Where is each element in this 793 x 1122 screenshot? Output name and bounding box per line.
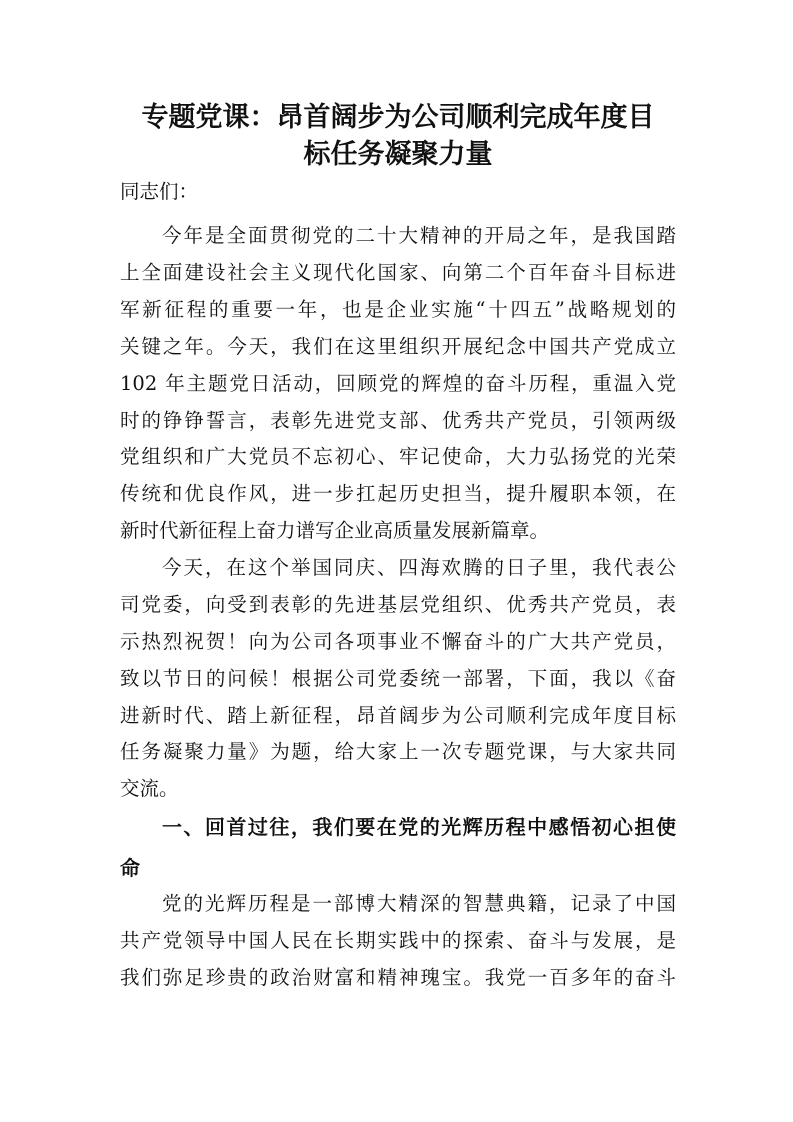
title-line: 标任务凝聚力量 [303, 139, 493, 170]
paragraph-line: 今天，在这个举国同庆、四海欢腾的日子里，我代表公 [162, 556, 676, 579]
paragraph-line: 任务凝聚力量》为题，给大家上一次专题党课，与大家共同 [120, 740, 676, 763]
section-heading-line: 一、回首过往，我们要在党的光辉历程中感悟初心担使 [162, 815, 676, 839]
salutation: 同志们： [120, 180, 199, 203]
paragraph-line: 今年是全面贯彻党的二十大精神的开局之年，是我国踏 [162, 224, 676, 247]
document-title [110, 99, 686, 173]
paragraph-line: 新时代新征程上奋力谱写企业高质量发展新篇章。 [120, 519, 550, 542]
paragraph-line: 军新征程的重要一年，也是企业实施“十四五”战略规划的 [120, 298, 676, 321]
paragraph-line: 示热烈祝贺！向为公司各项事业不懈奋斗的广大共产党员， [120, 630, 676, 653]
paragraph-line: 党组织和广大党员不忘初心、牢记使命，大力弘扬党的光荣 [120, 445, 676, 468]
section-heading-line: 命 [120, 856, 140, 880]
paragraph-line: 致以节日的问候！根据公司党委统一部署，下面，我以《奋 [120, 667, 676, 690]
paragraph-line: 司党委，向受到表彰的先进基层党组织、优秀共产党员，表 [120, 593, 676, 616]
paragraph-line: 关键之年。今天，我们在这里组织开展纪念中国共产党成立 [120, 335, 676, 358]
title-line: 专题党课：昂首阔步为公司顺利完成年度目 [141, 102, 655, 133]
paragraph-line: 进新时代、踏上新征程，昂首阔步为公司顺利完成年度目标 [120, 704, 676, 727]
paragraph-line: 党的光辉历程是一部博大精深的智慧典籍，记录了中国 [162, 892, 676, 915]
paragraph-line: 时的铮铮誓言，表彰先进党支部、优秀共产党员，引领两级 [120, 409, 676, 432]
paragraph-line: 我们弥足珍贵的政治财富和精神瑰宝。我党一百多年的奋斗 [120, 966, 676, 989]
paragraph-line: 上全面建设社会主义现代化国家、向第二个百年奋斗目标进 [120, 261, 676, 284]
paragraph-line: 102 年主题党日活动，回顾党的辉煌的奋斗历程，重温入党 [120, 372, 676, 395]
paragraph-line: 交流。 [120, 777, 179, 800]
paragraph-line: 传统和优良作风，进一步扛起历史担当，提升履职本领，在 [120, 482, 676, 505]
paragraph-line: 共产党领导中国人民在长期实践中的探索、奋斗与发展，是 [120, 929, 676, 952]
